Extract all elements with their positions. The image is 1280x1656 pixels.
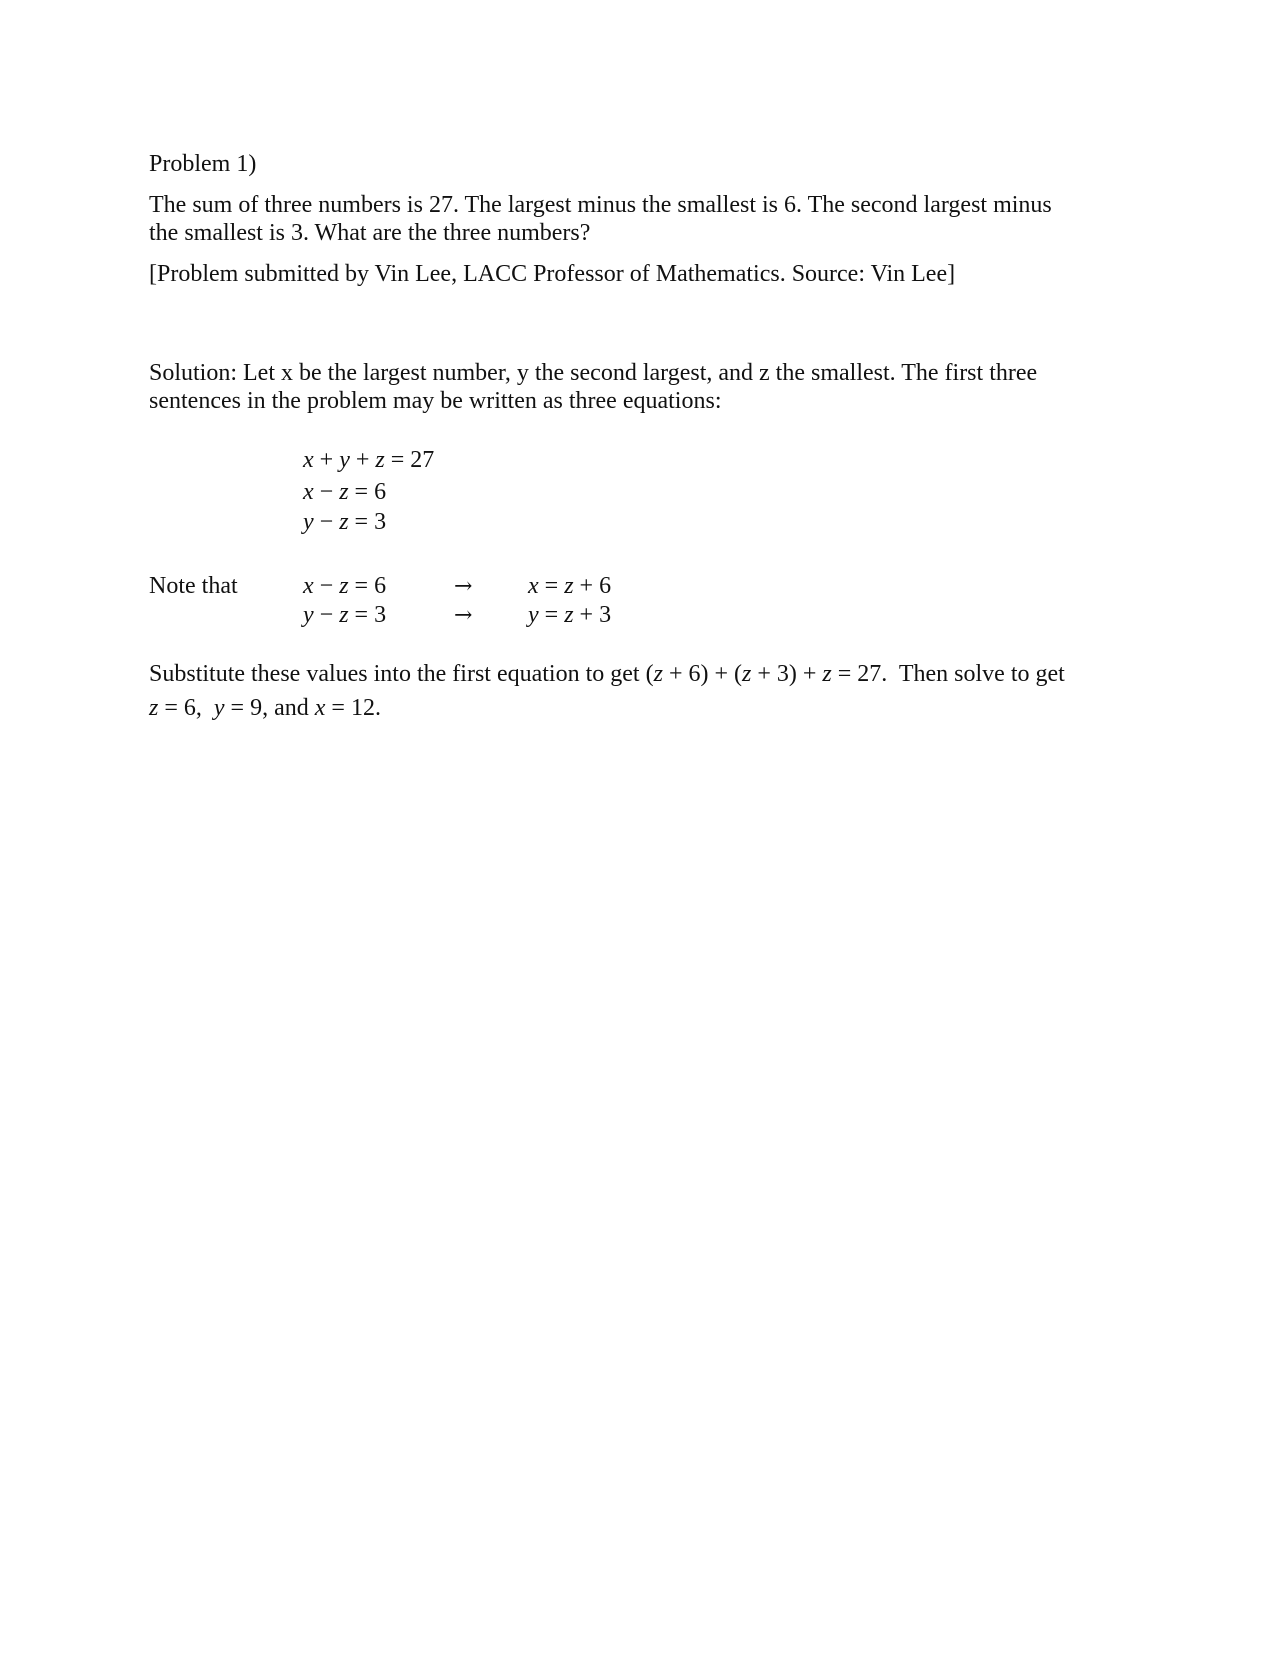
equation-var: z [339, 509, 349, 535]
note-right-equation-1 [528, 571, 611, 601]
equation-rhs: = 6 [348, 479, 387, 505]
equation-var: x [303, 479, 314, 505]
final-var-z: z [149, 695, 159, 721]
equation-rhs: = 6 [348, 573, 387, 599]
equation-var: x [528, 573, 539, 599]
note-left-equation-1 [303, 571, 386, 601]
solution-line-2: sentences in the problem may be written as three equations: [149, 388, 722, 414]
equation-var: y [303, 602, 314, 628]
equation-var: y [303, 509, 314, 535]
note-label: Note that [149, 573, 238, 599]
equation-var: y [528, 602, 539, 628]
equation-var: z [375, 447, 385, 473]
equation-var: x [303, 573, 314, 599]
final-value-y: = 9 [224, 695, 263, 721]
equation-operator: = [538, 573, 565, 599]
equation-rhs: + 3 [573, 602, 612, 628]
final-value-z: = 6, [158, 695, 214, 721]
final-and-text: , and [262, 695, 315, 721]
final-var-x: x [314, 695, 326, 721]
equation-rhs: = 3 [348, 509, 387, 535]
problem-statement-line-2: the smallest is 3. What are the three numbers? [149, 220, 591, 246]
equation-var: z [339, 602, 349, 628]
equation-operator: − [313, 509, 340, 535]
substitution-line-2 [149, 694, 381, 722]
equation-rhs: = 3 [348, 602, 387, 628]
equation-var: z [339, 479, 349, 505]
problem-heading: Problem 1) [149, 151, 257, 177]
substitution-line-1 [149, 660, 1065, 688]
note-right-equation-2 [528, 600, 611, 630]
problem-attribution: [Problem submitted by Vin Lee, LACC Professor of Mathematics. Source: Vin Lee] [149, 261, 956, 287]
right-arrow-icon: → [454, 574, 473, 599]
equation-operator: − [313, 602, 340, 628]
equation-operator: − [313, 479, 340, 505]
problem-statement-line-1: The sum of three numbers is 27. The largest minus the smallest is 6. The second largest minus [149, 192, 1052, 218]
equation-rhs: + 6 [573, 573, 612, 599]
equation-var: y [339, 447, 350, 473]
equation-2 [303, 477, 386, 507]
equation-operator: + [349, 447, 376, 473]
equation-1 [303, 445, 434, 475]
equation-operator: − [313, 573, 340, 599]
equation-operator: = [538, 602, 565, 628]
equation-var: z [564, 602, 574, 628]
equation-var: z [564, 573, 574, 599]
note-left-equation-2 [303, 600, 386, 630]
right-arrow-icon: → [454, 603, 473, 628]
solution-line-1: Solution: Let x be the largest number, y the second largest, and z the smallest. The first three [149, 360, 1038, 386]
final-value-x: = 12. [325, 695, 381, 721]
then-text: Then solve to get [887, 661, 1065, 687]
substitution-text: Substitute these values into the first equation to get [149, 661, 640, 687]
substitution-expression: (z + 6) + (z + 3) + z = 27. [645, 661, 888, 687]
final-var-y: y [213, 695, 225, 721]
equation-operator: + [313, 447, 340, 473]
equation-var: x [303, 447, 314, 473]
equation-rhs: = 27 [384, 447, 435, 473]
equation-var: z [339, 573, 349, 599]
equation-3 [303, 507, 386, 537]
